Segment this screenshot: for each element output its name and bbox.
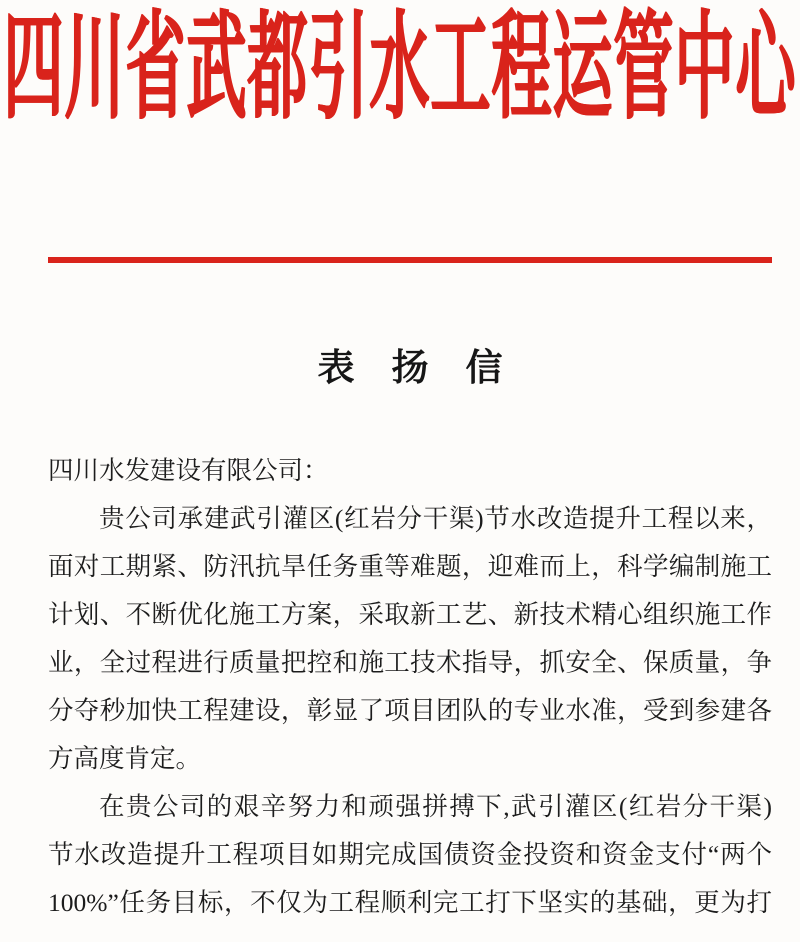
- salutation-line: 四川水发建设有限公司：: [48, 456, 329, 485]
- body-line: 100%”任务目标，不仅为工程顺利完工打下坚实的基础，更为打: [48, 888, 772, 917]
- letter-body: [48, 447, 772, 927]
- body-line: 面对工期紧、防汛抗旱任务重等难题，迎难而上，科学编制施工: [48, 552, 772, 581]
- body-line: 方高度肯定。: [48, 744, 202, 773]
- body-line: 在贵公司的艰辛努力和顽强拼搏下,武引灌区(红岩分干渠): [99, 792, 772, 821]
- body-line: 分夺秒加快工程建设，彰显了项目团队的专业水准，受到参建各: [48, 696, 772, 725]
- body-line: 节水改造提升工程项目如期完成国债资金投资和资金支付“两个: [48, 840, 772, 869]
- body-line: 业，全过程进行质量把控和施工技术指导，抓安全、保质量，争: [48, 648, 772, 677]
- org-masthead: [0, 4, 800, 133]
- org-name: 四川省武都引水工程运管中心: [3, 4, 797, 133]
- letter-title: 表 扬 信: [317, 348, 503, 389]
- masthead-divider-rule: [48, 257, 772, 263]
- body-line: 贵公司承建武引灌区(红岩分干渠)节水改造提升工程以来，: [99, 504, 772, 533]
- body-line: 计划、不断优化施工方案，采取新工艺、新技术精心组织施工作: [48, 600, 772, 629]
